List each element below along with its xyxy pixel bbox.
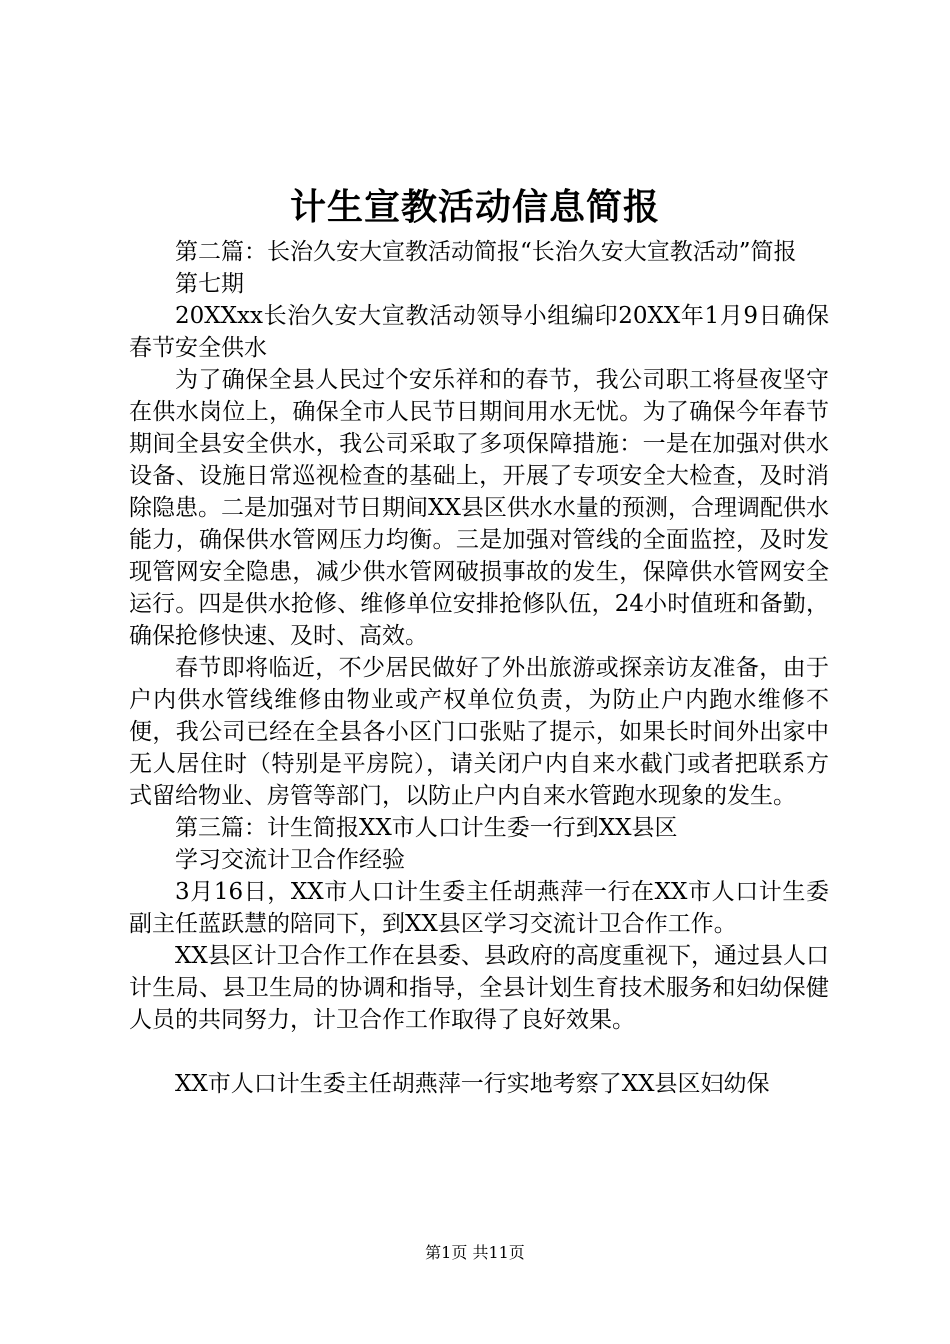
- paragraph-residents-notice: 春节即将临近，不少居民做好了外出旅游或探亲访友准备，由于户内供水管线维修由物业或产权单位负责，为防止户内跑水维修不便，我公司已经在全县各小区门口张贴了提示，如果长时间外出家中无人居住时（特别是平房院），请关闭户内自来水截门或者把联系方式留给物业、房管等部门，以防止户内自来水管跑水现象的发生。: [129, 655, 829, 809]
- paragraph-publisher-line: 20XXxx长治久安大宣教活动领导小组编印20XX年1月9日确保春节安全供水: [129, 303, 829, 361]
- paragraph-issue-number: 第七期: [175, 271, 244, 297]
- paragraph-water-measures: 为了确保全县人民过个安乐祥和的春节，我公司职工将昼夜坚守在供水岗位上，确保全市人民节日期间用水无忧。为了确保今年春节期间全县安全供水，我公司采取了多项保障措施：一是在加强对供水设备、设施日常巡视检查的基础上，开展了专项安全大检查，及时消除隐患。二是加强对节日期间XX县区供水水量的预测，合理调配供水能力，确保供水管网压力均衡。三是加强对管线的全面监控，及时发现管网安全隐患，减少供水管网破损事故的发生，保障供水管网安全运行。四是供水抢修、维修单位安排抢修队伍，24小时值班和备勤，确保抢修快速、及时、高效。: [129, 367, 829, 649]
- paragraph-section-three-subheading: 学习交流计卫合作经验: [175, 847, 405, 873]
- document-title: 计生宣教活动信息简报: [289, 187, 660, 228]
- paragraph-cooperation-results: XX县区计卫合作工作在县委、县政府的高度重视下，通过县人口计生局、县卫生局的协调和指导，全县计划生育技术服务和妇幼保健人员的共同努力，计卫合作工作取得了良好效果。: [129, 943, 829, 1033]
- paragraph-section-two-heading: 第二篇：长治久安大宣教活动简报“长治久安大宣教活动”简报: [175, 239, 797, 265]
- document-body: [129, 236, 829, 1100]
- paragraph-site-inspection: XX市人口计生委主任胡燕萍一行实地考察了XX县区妇幼保: [175, 1071, 770, 1097]
- page-number-footer: 第1页 共11页: [425, 1243, 525, 1262]
- paragraph-visit-intro: 3月16日，XX市人口计生委主任胡燕萍一行在XX市人口计生委副主任蓝跃慧的陪同下，到XX县区学习交流计卫合作工作。: [129, 879, 829, 937]
- paragraph-section-three-heading: 第三篇：计生简报XX市人口计生委一行到XX县区: [175, 815, 678, 841]
